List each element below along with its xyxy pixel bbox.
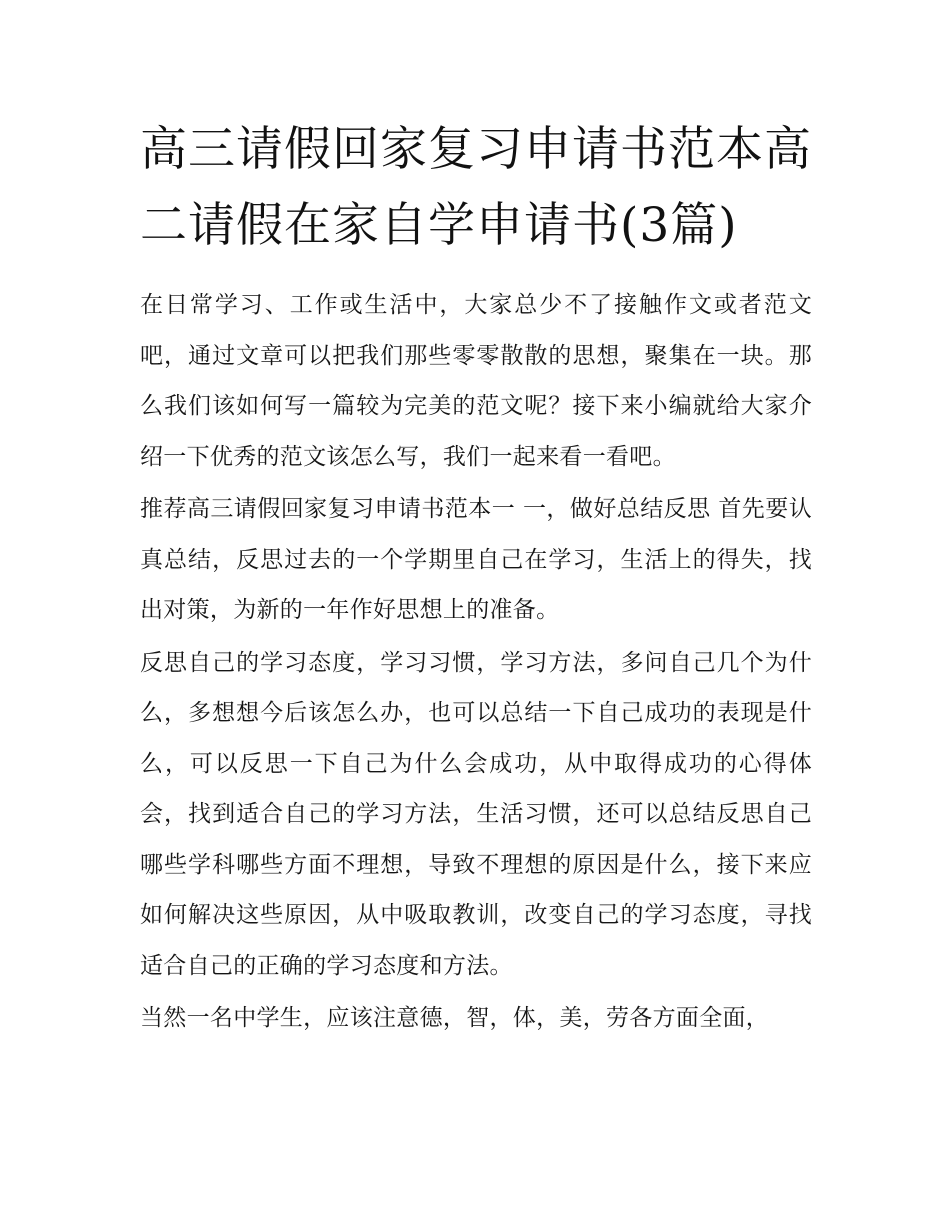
paragraph-learning-attitude: 反思自己的学习态度，学习习惯，学习方法，多问自己几个为什么，多想想今后该怎么办，也可以总结一下自己成功的表现是什么，可以反思一下自己为什么会成功，从中取得成功的心得体会，找到适合自己的学习方法，生活习惯，还可以总结反思自己哪些学科哪些方面不理想，导致不理想的原因是什么，接下来应如何解决这些原因，从中吸取教训，改变自己的学习态度，寻找适合自己的正确的学习态度和方法。 bbox=[140, 649, 812, 979]
paragraph-summary-reflection: 推荐高三请假回家复习申请书范本一 一，做好总结反思 首先要认真总结，反思过去的一个学期里自己在学习，生活上的得失，找出对策，为新的一年作好思想上的准备。 bbox=[140, 496, 812, 623]
document-body bbox=[140, 280, 812, 1044]
paragraph-intro: 在日常学习、工作或生活中，大家总少不了接触作文或者范文吧，通过文章可以把我们那些零零散散的思想，聚集在一块。那么我们该如何写一篇较为完美的范文呢？接下来小编就给大家介绍一下优秀的范文该怎么写，我们一起来看一看吧。 bbox=[140, 292, 812, 470]
document-title: 高三请假回家复习申请书范本高二请假在家自学申请书(3篇) bbox=[140, 122, 812, 253]
document-content bbox=[140, 112, 812, 1046]
paragraph-all-round-development: 当然一名中学生，应该注意德，智，体，美，劳各方面全面， bbox=[140, 1005, 770, 1031]
